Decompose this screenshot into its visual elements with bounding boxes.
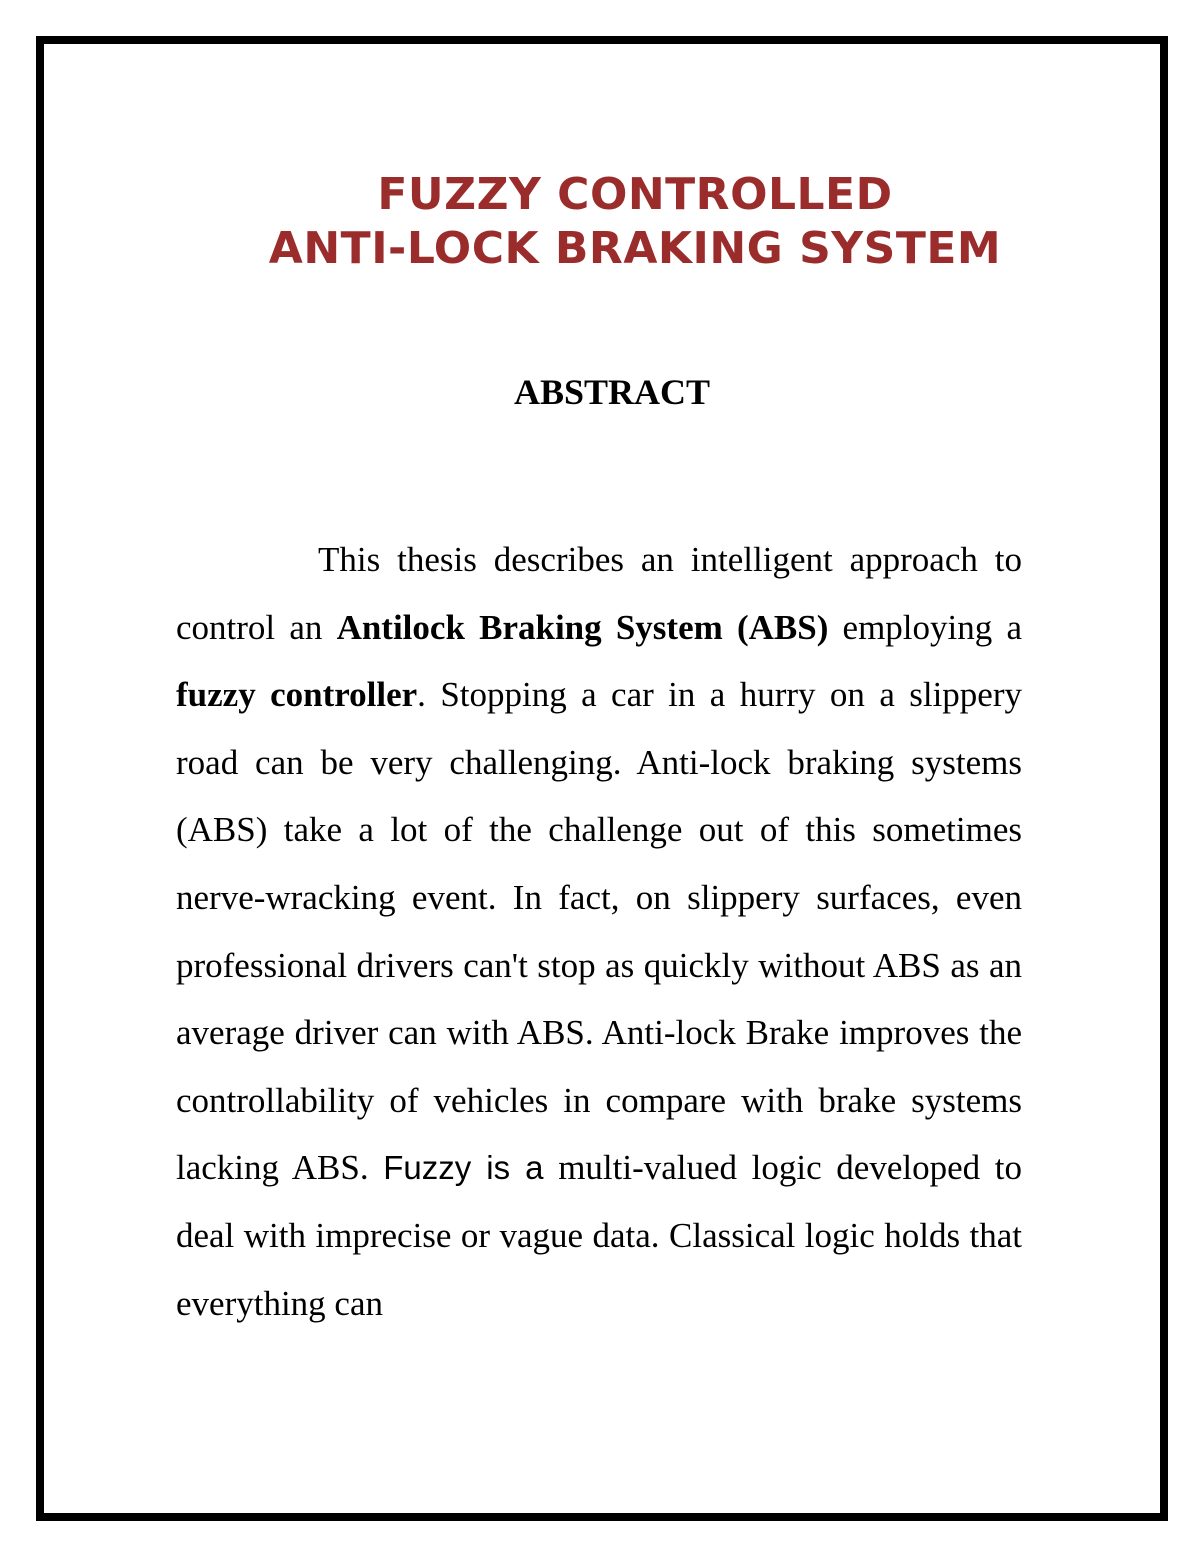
abstract-text-3: . Stopping a car in a hurry on a slippery road can be very challenging. Anti-lock braking systems (ABS) take a lot of the challenge out of this sometimes nerve-wracking event. In fact, on slippery surfaces, even professional drivers can't stop as quickly without ABS as an average driver can with ABS. Anti-lock Brake improves the controllability of vehicles in compare with brake systems lacking ABS.: [176, 675, 1023, 1188]
title-line-2: ANTI-LOCK BRAKING SYSTEM: [268, 223, 1002, 274]
abstract-bold-abs: Antilock Braking System (ABS): [336, 607, 829, 647]
document-title: [0, 168, 1200, 276]
abstract-text-1: This thesis describes an intelligent approach to control an: [176, 540, 1022, 647]
abstract-text-4: multi-valued logic developed to deal with imprecise or vague data. Classical logic holds that everything can: [176, 1148, 1022, 1323]
abstract-text-2: employing a: [828, 607, 1022, 647]
abstract-sans-run: Fuzzy is a: [383, 1149, 544, 1187]
title-line-1: FUZZY CONTROLLED: [377, 169, 893, 220]
abstract-heading: ABSTRACT: [513, 372, 711, 412]
abstract-bold-fuzzy-controller: fuzzy controller: [176, 675, 418, 715]
abstract-paragraph: [176, 526, 1022, 1337]
